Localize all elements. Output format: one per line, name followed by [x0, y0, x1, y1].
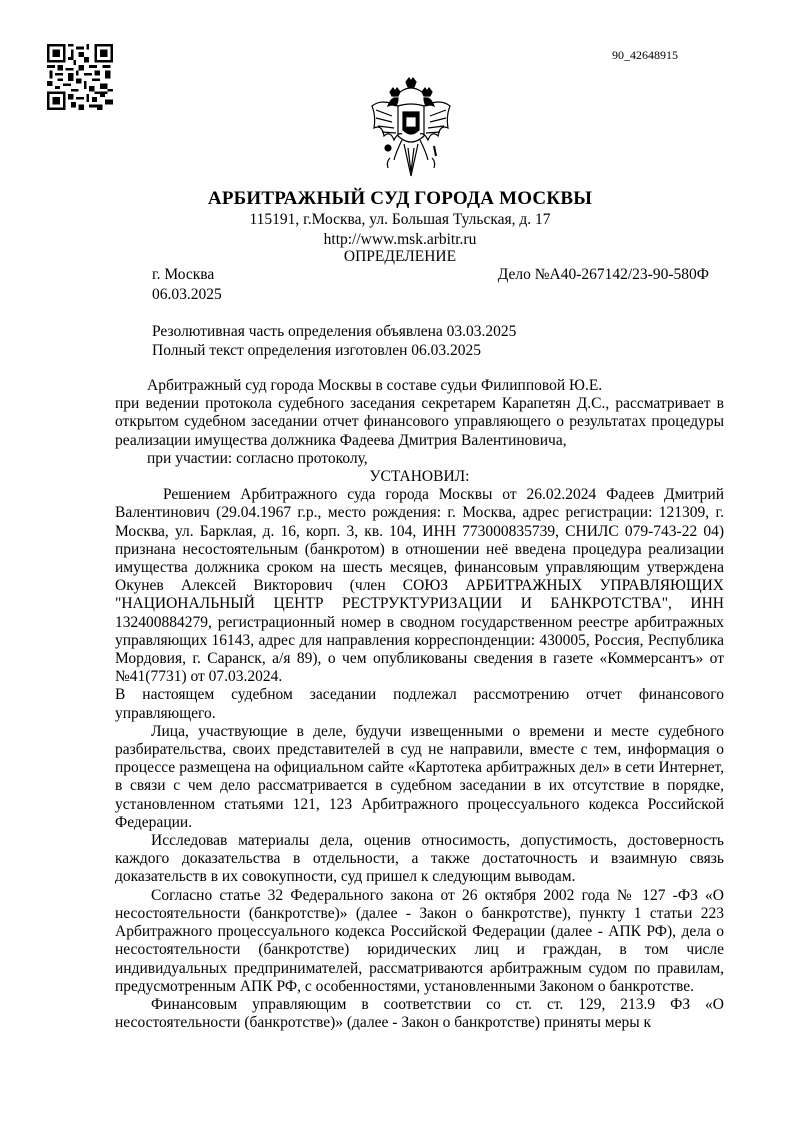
- document-body: [115, 377, 724, 1032]
- court-name: АРБИТРАЖНЫЙ СУД ГОРОДА МОСКВЫ: [207, 188, 593, 209]
- document-id: 90_42648915: [612, 48, 678, 62]
- case-number: Дело №А40-267142/23-90-580Ф: [497, 266, 709, 283]
- paragraph: Финансовым управляющим в соответствии со ст. ст. 129, 213.9 ФЗ «О несостоятельности (банкротстве)» (далее - Закон о банкротстве) приняты меры к: [115, 995, 724, 1032]
- paragraph: В настоящем судебном заседании подлежал рассмотрению отчет финансового управляющего.: [115, 686, 724, 722]
- coat-of-arms-emblem: [368, 76, 454, 184]
- paragraph: Арбитражный суд города Москвы в составе судьи Филипповой Ю.Е.: [147, 377, 603, 394]
- qr-code: [47, 44, 113, 110]
- court-website: http://www.msk.arbitr.ru: [323, 231, 477, 248]
- full-text-prepared: Полный текст определения изготовлен 06.03.2025: [152, 342, 482, 359]
- resolution-announced: Резолютивная часть определения объявлена 03.03.2025: [152, 323, 517, 340]
- document-type: ОПРЕДЕЛЕНИЕ: [343, 248, 457, 265]
- paragraph: Согласно статье 32 Федерального закона от 26 октября 2002 года № 127 -ФЗ «О несостоятельности (банкротстве)» (далее - Закон о банкротстве), пункту 1 статьи 223 Арбитражного процессуального кодекса Российской Федерации (далее - АПК РФ), дела о несостоятельности (банкротстве) юридических лиц и граждан, в том числе индивидуальных предпринимателей, рассматриваются арбитражным судом по правилам, предусмотренным АПК РФ, с особенностями, установленными Законом о банкротстве.: [115, 886, 724, 995]
- paragraph: Исследовав материалы дела, оценив относимость, допустимость, достоверность каждого доказательства в отдельности, а также достаточность и взаимную связь доказательств в их совокупности, суд пришел к следующим выводам.: [115, 832, 724, 886]
- paragraph: Решением Арбитражного суда города Москвы от 26.02.2024 Фадеев Дмитрий Валентинович (29.04.1967 г.р., место рождения: г. Москва, адрес регистрации: 121309, г. Москва, ул. Барклая, д. 16, корп. 3, кв. 104, ИНН 773000835739, СНИЛС 079-743-22 04) признана несостоятельным (банкротом) в отношении неё введена процедура реализации имущества должника сроком на шесть месяцев, финансовым управляющим утверждена Окунев Алексей Викторович (член СОЮЗ АРБИТРАЖНЫХ УПРАВЛЯЮЩИХ "НАЦИОНАЛЬНЫЙ ЦЕНТР РЕСТРУКТУРИЗАЦИИ И БАНКРОТСТВА", ИНН 132400884279, регистрационный номер в сводном государственном реестре арбитражных управляющих 16143, адрес для направления корреспонденции: 430005, Россия, Республика Мордовия, г. Саранск, а/я 89), о чем опубликованы сведения в газете «Коммерсантъ» от №41(7731) от 07.03.2024.: [115, 486, 724, 686]
- section-heading: УСТАНОВИЛ:: [369, 468, 470, 486]
- paragraph: при ведении протокола судебного заседания секретарем Карапетян Д.С., рассматривает в открытом судебном заседании отчет финансового управляющего о результатах процедуры реализации имущества должника Фадеева Дмитрия Валентиновича,: [115, 395, 724, 449]
- court-address: 115191, г.Москва, ул. Большая Тульская, д. 17: [249, 211, 551, 228]
- paragraph: при участии: согласно протоколу,: [147, 449, 368, 467]
- city: г. Москва: [152, 266, 215, 283]
- document-date: 06.03.2025: [152, 286, 222, 303]
- paragraph: Лица, участвующие в деле, будучи извещенными о времени и месте судебного разбирательства, своих представителей в суд не направили, вместе с тем, информация о процессе размещена на официальном сайте «Картотека арбитражных дел» в сети Интернет, в связи с чем дело рассматривается в судебном заседании в их отсутствие в порядке, установленном статьями 121, 123 Арбитражного процессуального кодекса Российской Федерации.: [115, 722, 724, 831]
